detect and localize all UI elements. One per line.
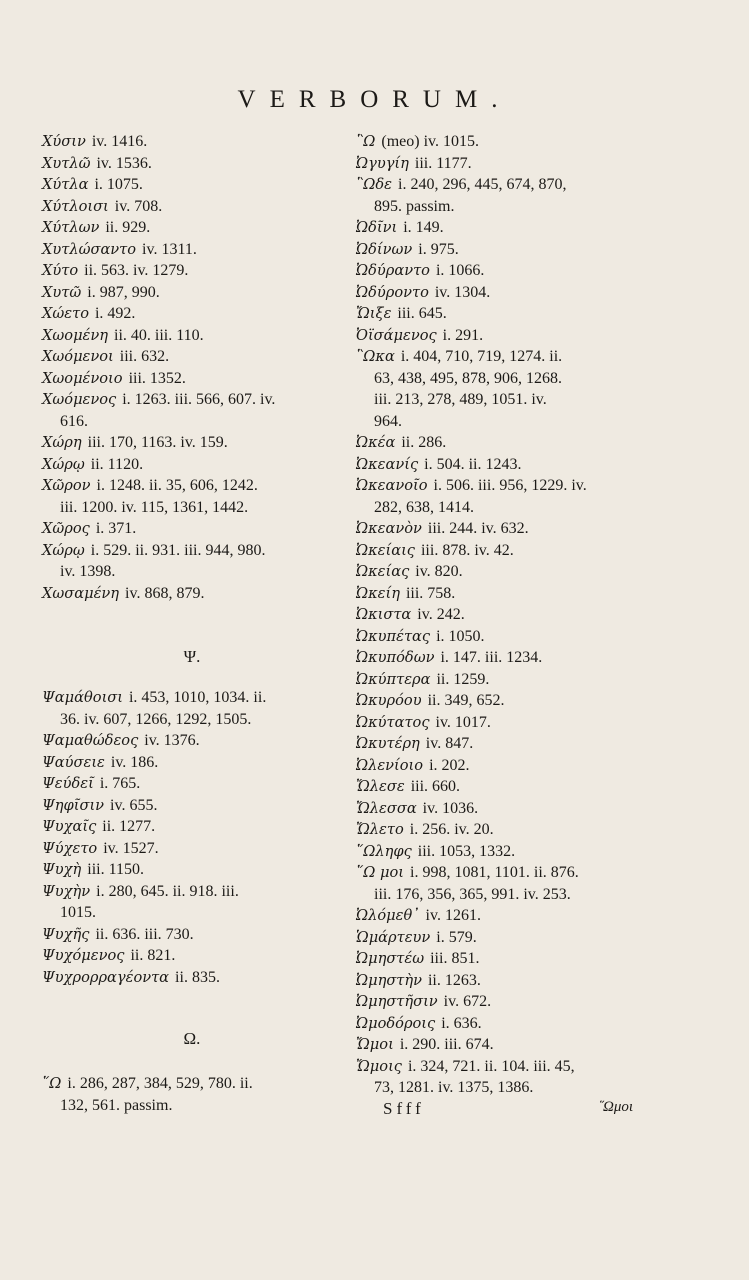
- references-continued: 964.: [374, 412, 402, 430]
- references: i. 324, 721. ii. 104. iii. 45,: [407, 1057, 575, 1075]
- index-entry: [356, 647, 656, 669]
- references: i. 453, 1010, 1034. ii.: [128, 689, 267, 706]
- references: i. 147. iii. 1234.: [440, 649, 543, 666]
- references: i. 765.: [99, 775, 141, 792]
- headword: Ὠκεανὸν: [356, 520, 422, 537]
- index-entry: [356, 561, 656, 583]
- chi-entries: [42, 131, 342, 604]
- headword: Ὠκείαις: [356, 541, 415, 559]
- references: iii. 1150.: [87, 861, 145, 878]
- section-heading-omega: Ω.: [183, 1029, 201, 1048]
- headword: Χωόμενοι: [42, 348, 114, 365]
- references: i. 149.: [403, 219, 444, 236]
- references: ii. 821.: [130, 947, 176, 964]
- index-entry: [42, 174, 342, 196]
- headword: Χῶρον: [42, 477, 91, 494]
- index-entry: [42, 153, 342, 175]
- headword: Ὠκεανοῖο: [356, 477, 428, 494]
- index-entry: [42, 131, 342, 153]
- index-entry: [42, 816, 342, 838]
- index-entry: [42, 518, 342, 540]
- index-entry: [42, 260, 342, 282]
- references: iv. 1527.: [103, 839, 159, 857]
- index-entry: [356, 303, 656, 325]
- references: ii. 929.: [105, 219, 151, 236]
- index-entry: [356, 776, 656, 798]
- index-entry: [356, 841, 656, 863]
- headword: Χῶρος: [42, 520, 90, 537]
- references: iv. 1304.: [434, 283, 491, 301]
- index-entry: [356, 260, 656, 282]
- index-entry: [356, 819, 656, 841]
- headword: Ὠκυπόδων: [356, 649, 435, 666]
- references-continued: iii. 176, 356, 365, 991. iv. 253.: [374, 885, 571, 903]
- references: iii. 1053, 1332.: [417, 842, 516, 860]
- headword: Ὠγυγίη: [356, 154, 409, 172]
- index-entry: [42, 583, 342, 605]
- headword: Ὠμηστῆσιν: [356, 993, 438, 1010]
- index-entry: [356, 755, 656, 777]
- references: (meo) iv. 1015.: [381, 133, 480, 150]
- index-entry: [42, 1073, 342, 1116]
- references-continued: iv. 1398.: [60, 563, 116, 580]
- headword: Ὠκύτατος: [356, 713, 430, 731]
- index-entry: [42, 239, 342, 261]
- headword: ῞Ω: [42, 1075, 62, 1092]
- index-entry: [42, 475, 342, 518]
- headword: ῞Ω μοι: [356, 864, 405, 881]
- index-entry: [356, 583, 656, 605]
- headword: Χύσιν: [42, 133, 86, 150]
- omega-entries-continued: [356, 131, 656, 1099]
- headword: Ὠκεανίς: [356, 455, 419, 473]
- references: i. 404, 710, 719, 1274. ii.: [400, 348, 563, 365]
- headword: ῝Ω: [356, 133, 376, 150]
- references: i. 1263. iii. 566, 607. iv.: [122, 391, 276, 408]
- references: iii. 1177.: [414, 154, 472, 172]
- signature-mark: Sfff: [383, 1099, 425, 1118]
- references: iii. 660.: [410, 778, 461, 795]
- index-entry: [42, 773, 342, 795]
- references: i. 492.: [94, 305, 136, 322]
- headword: Ὤμοις: [356, 1057, 402, 1075]
- headword: Ὠκέα: [356, 434, 396, 451]
- references: i. 371.: [95, 520, 137, 537]
- references: iii. 1352.: [128, 369, 186, 387]
- references: i. 202.: [429, 756, 470, 774]
- references: iii. 878. iv. 42.: [420, 541, 514, 559]
- headword: Ὀϊσάμενος: [356, 326, 437, 344]
- headword: Ψυχῆς: [42, 925, 90, 943]
- references: iii. 851.: [430, 950, 480, 967]
- references: i. 636.: [441, 1014, 482, 1032]
- headword: Ψηφῖσιν: [42, 796, 105, 814]
- references: iii. 244. iv. 632.: [427, 520, 529, 537]
- index-entry: [356, 905, 656, 927]
- index-entry: [356, 282, 656, 304]
- index-entry: [42, 945, 342, 967]
- index-entry: [356, 1013, 656, 1035]
- index-entry: [42, 730, 342, 752]
- references: iv. 1017.: [435, 713, 491, 731]
- headword: Χώρῳ: [42, 541, 85, 559]
- references: iii. 758.: [405, 584, 456, 602]
- references-continued: 132, 561. passim.: [60, 1096, 173, 1114]
- index-entry: [356, 432, 656, 454]
- references: iv. 1536.: [96, 154, 152, 172]
- headword: Ὠδίνων: [356, 240, 413, 258]
- index-entry: [356, 217, 656, 239]
- references: iv. 1376.: [144, 732, 200, 749]
- headword: Ὤιξε: [356, 305, 392, 322]
- references: iv. 868, 879.: [125, 584, 205, 602]
- headword: Χώρῳ: [42, 455, 85, 473]
- index-entry: [42, 924, 342, 946]
- right-column: [356, 131, 656, 1099]
- headword: Ὠμοδόροις: [356, 1014, 436, 1032]
- headword: Ὠκιστα: [356, 606, 412, 623]
- references: iv. 242.: [417, 606, 465, 623]
- headword: Χυτλώσαντο: [42, 240, 137, 258]
- headword: Ὠδύροντο: [356, 283, 429, 301]
- index-entry: [42, 454, 342, 476]
- references: i. 256. iv. 20.: [409, 821, 494, 838]
- headword: Χώρη: [42, 434, 82, 451]
- index-entry: [42, 838, 342, 860]
- headword: Ὤμοι: [356, 1036, 394, 1053]
- headword: Ψυχρορραγέοντα: [42, 968, 170, 986]
- index-entry: [42, 540, 342, 583]
- running-title: VERBORUM.: [237, 86, 512, 113]
- index-entry: [42, 282, 342, 304]
- index-entry: [356, 475, 656, 518]
- index-entry: [356, 540, 656, 562]
- references: i. 975.: [418, 240, 459, 258]
- section-heading-psi: Ψ.: [183, 647, 201, 666]
- index-entry: [42, 368, 342, 390]
- index-entry: [356, 604, 656, 626]
- psi-entries: [42, 687, 342, 988]
- headword: ῝Ωδε: [356, 176, 393, 193]
- references: iv. 708.: [114, 197, 163, 215]
- headword: Χωομένη: [42, 326, 109, 344]
- headword: Ὠκυτέρη: [356, 735, 420, 752]
- index-entry: [356, 669, 656, 691]
- index-entry: [42, 859, 342, 881]
- references: ii. 349, 652.: [427, 692, 505, 709]
- headword: Ψαύσειε: [42, 753, 105, 771]
- index-entry: [356, 346, 656, 432]
- references: ii. 1259.: [436, 670, 490, 688]
- references: i. 987, 990.: [87, 283, 160, 301]
- headword: Ψυχαῖς: [42, 818, 97, 835]
- index-entry: [42, 795, 342, 817]
- headword: Ὠμηστέω: [356, 950, 425, 967]
- headword: Ὤλεσσα: [356, 799, 417, 817]
- headword: Χωομένοιο: [42, 369, 123, 387]
- references: iv. 1416.: [91, 133, 148, 150]
- references: iv. 1036.: [422, 799, 479, 817]
- index-entry: [42, 687, 342, 730]
- references: i. 1050.: [436, 627, 485, 645]
- index-entry: [356, 239, 656, 261]
- references: i. 1075.: [94, 176, 143, 193]
- references: i. 1066.: [435, 262, 485, 279]
- headword: Χύτλων: [42, 219, 100, 236]
- references: i. 506. iii. 956, 1229. iv.: [433, 477, 587, 494]
- index-entry: [42, 881, 342, 924]
- references-continued: 282, 638, 1414.: [374, 498, 474, 516]
- headword: Ὠδύραντο: [356, 262, 430, 279]
- headword: ῞Ωληφς: [356, 842, 412, 860]
- references: ii. 1277.: [102, 818, 156, 835]
- headword: Χυτλῶ: [42, 154, 91, 172]
- headword: Ὠλόμεθ᾽: [356, 907, 420, 924]
- references: i. 280, 645. ii. 918. iii.: [96, 882, 239, 900]
- references-continued: iii. 1200. iv. 115, 1361, 1442.: [60, 498, 249, 516]
- references: ii. 563. iv. 1279.: [84, 262, 189, 279]
- references-continued: 895. passim.: [374, 197, 455, 215]
- references-continued: 63, 438, 495, 878, 906, 1268.: [374, 369, 562, 387]
- references: ii. 636. iii. 730.: [95, 925, 194, 943]
- index-entry: [42, 325, 342, 347]
- references: i. 290. iii. 674.: [399, 1036, 494, 1053]
- references: iii. 632.: [119, 348, 170, 365]
- headword: Ψεύδεῖ: [42, 775, 94, 792]
- index-entry: [356, 991, 656, 1013]
- references: ii. 1263.: [427, 971, 481, 989]
- references: i. 579.: [436, 928, 477, 946]
- references-continued: iii. 213, 278, 489, 1051. iv.: [374, 391, 547, 408]
- references: iii. 170, 1163. iv. 159.: [87, 434, 228, 451]
- index-entry: [42, 303, 342, 325]
- left-column: [42, 131, 342, 1116]
- index-entry: [356, 733, 656, 755]
- headword: Χώετο: [42, 305, 89, 322]
- headword: Ὠκυπέτας: [356, 627, 431, 645]
- headword: Χυτῶ: [42, 283, 82, 301]
- references: iii. 645.: [397, 305, 447, 322]
- headword: Χύτλοισι: [42, 197, 109, 215]
- references: ii. 835.: [175, 968, 220, 986]
- headword: Ψύχετο: [42, 839, 98, 857]
- index-entry: [42, 967, 342, 989]
- omega-entries: [42, 1073, 342, 1116]
- references: iv. 1311.: [142, 240, 197, 258]
- headword: Ὠδῖνι: [356, 219, 398, 236]
- index-entry: [356, 798, 656, 820]
- headword: Ὤλεσε: [356, 778, 405, 795]
- index-entry: [356, 325, 656, 347]
- index-entry: [42, 432, 342, 454]
- references: i. 504. ii. 1243.: [424, 455, 522, 473]
- references: i. 529. ii. 931. iii. 944, 980.: [90, 541, 266, 559]
- index-entry: [356, 1056, 656, 1099]
- references: iv. 847.: [425, 735, 474, 752]
- headword: ῝Ωκα: [356, 348, 395, 365]
- references: iv. 186.: [110, 753, 159, 771]
- headword: Ὡμάρτευν: [356, 928, 431, 946]
- references: i. 291.: [442, 326, 484, 344]
- references: iv. 655.: [110, 796, 158, 814]
- headword: Χύτλα: [42, 176, 89, 193]
- index-entry: [356, 712, 656, 734]
- index-entry: [356, 948, 656, 970]
- headword: Ψυχόμενος: [42, 947, 125, 964]
- index-entry: [356, 862, 656, 905]
- index-entry: [356, 131, 656, 153]
- index-entry: [42, 217, 342, 239]
- index-entry: [356, 927, 656, 949]
- references: iv. 672.: [443, 993, 492, 1010]
- index-entry: [356, 970, 656, 992]
- headword: Ὠκείη: [356, 584, 400, 602]
- index-entry: [356, 174, 656, 217]
- index-entry: [42, 752, 342, 774]
- headword: Ὠκύπτερα: [356, 670, 431, 688]
- references-continued: 36. iv. 607, 1266, 1292, 1505.: [60, 710, 252, 728]
- headword: Χωσαμένη: [42, 584, 120, 602]
- references: ii. 40. iii. 110.: [114, 326, 204, 344]
- headword: Ψαμαθώδεος: [42, 732, 139, 749]
- references: i. 998, 1081, 1101. ii. 876.: [410, 864, 579, 881]
- index-entry: [42, 346, 342, 368]
- catchword: ῞Ωμοι: [598, 1099, 634, 1115]
- references-continued: 73, 1281. iv. 1375, 1386.: [374, 1079, 534, 1096]
- references: i. 1248. ii. 35, 606, 1242.: [96, 477, 258, 494]
- references-continued: 616.: [60, 412, 88, 430]
- references: ii. 1120.: [90, 455, 144, 473]
- references: ii. 286.: [401, 434, 447, 451]
- index-entry: [356, 153, 656, 175]
- headword: Ψυχὴν: [42, 882, 91, 900]
- headword: Ψυχὴ: [42, 861, 82, 878]
- headword: Ὠμηστὴν: [356, 971, 422, 989]
- references-continued: 1015.: [60, 904, 96, 921]
- headword: Ψαμάθοισι: [42, 689, 123, 706]
- references: iv. 1261.: [425, 907, 481, 924]
- index-entry: [42, 389, 342, 432]
- headword: Ὤλετο: [356, 821, 404, 838]
- headword: Ὠκυρόου: [356, 692, 422, 709]
- headword: Ὠλενίοιο: [356, 756, 424, 774]
- index-entry: [42, 196, 342, 218]
- index-entry: [356, 690, 656, 712]
- references: i. 286, 287, 384, 529, 780. ii.: [67, 1075, 253, 1092]
- headword: Ὠκείας: [356, 563, 410, 580]
- headword: Χύτο: [42, 262, 79, 279]
- index-entry: [356, 1034, 656, 1056]
- references: i. 240, 296, 445, 674, 870,: [398, 176, 567, 193]
- headword: Χωόμενος: [42, 391, 117, 408]
- index-entry: [356, 518, 656, 540]
- index-entry: [356, 454, 656, 476]
- references: iv. 820.: [415, 563, 463, 580]
- index-entry: [356, 626, 656, 648]
